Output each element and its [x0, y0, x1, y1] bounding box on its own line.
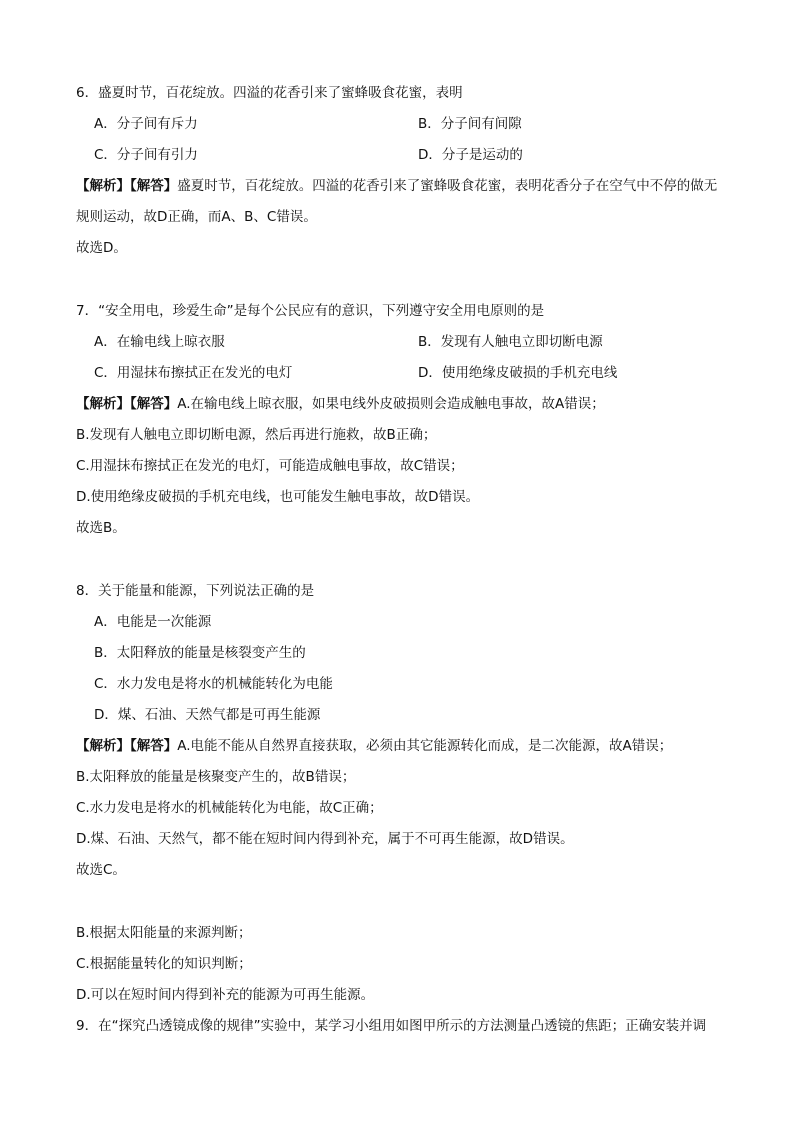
q8-note-d: D.可以在短时间内得到补充的能源为可再生能源。: [76, 987, 375, 1003]
q6-analysis-text: 盛夏时节，百花绽放。四溢的花香引来了蜜蜂吸食花蜜，表明花香分子在空气中不停的做无: [177, 178, 718, 194]
q6-analysis-line-1: [76, 176, 717, 196]
q6-option-d: D．分子是运动的: [418, 147, 523, 163]
q7-option-d: D．使用绝缘皮破损的手机充电线: [418, 365, 618, 381]
q7-answer: 故选B。: [76, 520, 126, 536]
q8-note-c: C.根据能量转化的知识判断；: [76, 956, 252, 972]
q8-option-d: D．煤、石油、天然气都是可再生能源: [94, 707, 321, 723]
q8-analysis-line-4: D.煤、石油、天然气，都不能在短时间内得到补充，属于不可再生能源，故D错误。: [76, 831, 574, 847]
q8-option-b: B．太阳释放的能量是核裂变产生的: [94, 645, 306, 661]
q8-option-a: A．电能是一次能源: [94, 614, 212, 630]
q6-option-a: A．分子间有斥力: [94, 116, 198, 132]
q8-analysis-line-2: B.太阳释放的能量是核聚变产生的，故B错误；: [76, 769, 356, 785]
q9-stem: 9．在“探究凸透镜成像的规律”实验中，某学习小组用如图甲所示的方法测量凸透镜的焦距；正确安装并调: [76, 1018, 707, 1034]
q7-analysis-line-3: C.用湿抹布擦拭正在发光的电灯，可能造成触电事故，故C错误；: [76, 458, 464, 474]
q6-option-b: B．分子间有间隙: [418, 116, 522, 132]
q7-stem: 7．“安全用电，珍爱生命”是每个公民应有的意识，下列遵守安全用电原则的是: [76, 303, 545, 319]
q7-analysis-tag: 【解析】【解答】: [76, 396, 178, 412]
q8-note-b: B.根据太阳能量的来源判断；: [76, 925, 252, 941]
q8-analysis-line-1: [76, 736, 672, 756]
q8-analysis-text: A.电能不能从自然界直接获取，必须由其它能源转化而成，是二次能源，故A错误；: [177, 738, 673, 754]
q7-option-c: C．用湿抹布擦拭正在发光的电灯: [94, 365, 293, 381]
q7-option-b: B．发现有人触电立即切断电源: [418, 334, 603, 350]
q7-analysis-text: A.在输电线上晾衣服，如果电线外皮破损则会造成触电事故，故A错误；: [177, 396, 605, 412]
q6-analysis-tag: 【解析】【解答】: [76, 178, 178, 194]
q6-stem: 6．盛夏时节，百花绽放。四溢的花香引来了蜜蜂吸食花蜜，表明: [76, 85, 463, 101]
q7-analysis-line-1: [76, 394, 605, 414]
q8-analysis-tag: 【解析】【解答】: [76, 738, 178, 754]
q8-option-c: C．水力发电是将水的机械能转化为电能: [94, 676, 333, 692]
q6-analysis-line-2: 规则运动，故D正确，而A、B、C错误。: [76, 209, 317, 225]
q8-analysis-line-3: C.水力发电是将水的机械能转化为电能，故C正确；: [76, 800, 383, 816]
q7-analysis-line-2: B.发现有人触电立即切断电源，然后再进行施救，故B正确；: [76, 427, 437, 443]
q8-answer: 故选C。: [76, 862, 126, 878]
q8-stem: 8．关于能量和能源，下列说法正确的是: [76, 583, 315, 599]
q6-answer: 故选D。: [76, 240, 127, 256]
q7-option-a: A．在输电线上晾衣服: [94, 334, 225, 350]
q6-option-c: C．分子间有引力: [94, 147, 198, 163]
q7-analysis-line-4: D.使用绝缘皮破损的手机充电线，也可能发生触电事故，故D错误。: [76, 489, 480, 505]
